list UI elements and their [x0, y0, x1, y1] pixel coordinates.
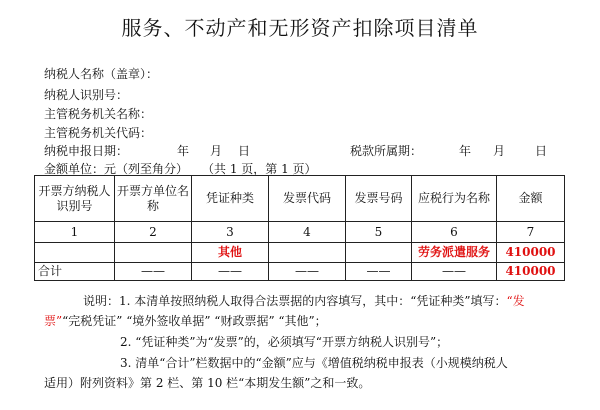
note-1-highlight-cont: 票” — [44, 314, 63, 328]
period-month: 月 — [493, 144, 506, 158]
header-voucher-type: 凭证种类 — [192, 176, 269, 222]
note-1-text-cont: “完税凭证” “境外签收单据” “财政票据” “其他”； — [62, 314, 327, 328]
cell-voucher-type: 其他 — [192, 243, 269, 263]
cell-invoice-number — [346, 243, 412, 263]
note-1-line-2 — [44, 312, 327, 329]
col-num: 6 — [412, 222, 497, 243]
deduction-table — [34, 175, 565, 281]
filing-year: 年 — [177, 144, 190, 158]
total-dash: —— — [115, 263, 192, 281]
total-dash: —— — [346, 263, 412, 281]
note-3-line-1: 3. 清单“合计”栏数据中的“金额”应与《增值税纳税申报表（小规模纳税人 — [120, 356, 508, 370]
cell-amount: 410000 — [497, 243, 565, 263]
note-1-highlight: “发 — [506, 294, 525, 308]
page-title: 服务、不动产和无形资产扣除项目清单 — [121, 16, 479, 40]
table-row — [35, 243, 565, 263]
header-seller-name: 开票方单位名称 — [115, 176, 192, 222]
filing-date-label: 纳税申报日期： — [44, 144, 129, 158]
authority-code-label: 主管税务机关代码： — [44, 126, 153, 140]
authority-name-label: 主管税务机关名称： — [44, 107, 153, 121]
total-dash: —— — [192, 263, 269, 281]
unit-label: 金额单位：元（列至角分） — [44, 162, 189, 176]
note-2: 2. “凭证种类”为“发票”的，必须填写“开票方纳税人识别号”； — [120, 335, 449, 349]
page-info: （共 1 页，第 1 页） — [202, 162, 317, 176]
header-invoice-number: 发票号码 — [346, 176, 412, 222]
filing-month: 月 — [210, 144, 223, 158]
period-day: 日 — [535, 144, 548, 158]
note-3-line-2: 适用）附列资料》第 2 栏、第 10 栏“本期发生额”之和一致。 — [44, 376, 371, 390]
header-taxable-act: 应税行为名称 — [412, 176, 497, 222]
col-num: 2 — [115, 222, 192, 243]
header-seller-id: 开票方纳税人识别号 — [35, 176, 115, 222]
col-num: 4 — [269, 222, 346, 243]
note-1-text: 说明：1. 本清单按照纳税人取得合法票据的内容填写，其中：“凭证种类”填写： — [83, 294, 507, 308]
col-num: 7 — [497, 222, 565, 243]
column-number-row — [35, 222, 565, 243]
cell-seller-name — [115, 243, 192, 263]
cell-invoice-code — [269, 243, 346, 263]
header-invoice-code: 发票代码 — [269, 176, 346, 222]
col-num: 5 — [346, 222, 412, 243]
note-1-line-1 — [83, 292, 525, 309]
tax-period-label: 税款所属期： — [350, 144, 423, 158]
cell-taxable-act: 劳务派遣服务 — [412, 243, 497, 263]
filing-day: 日 — [238, 144, 251, 158]
total-dash: —— — [412, 263, 497, 281]
total-row — [35, 263, 565, 281]
taxpayer-id-label: 纳税人识别号： — [44, 88, 129, 102]
header-row — [35, 176, 565, 222]
total-amount: 410000 — [497, 263, 565, 281]
col-num: 3 — [192, 222, 269, 243]
taxpayer-name-label: 纳税人名称（盖章）： — [44, 67, 159, 81]
total-dash: —— — [269, 263, 346, 281]
cell-seller-id — [35, 243, 115, 263]
col-num: 1 — [35, 222, 115, 243]
total-label: 合计 — [35, 263, 115, 281]
period-year: 年 — [459, 144, 472, 158]
header-amount: 金额 — [497, 176, 565, 222]
